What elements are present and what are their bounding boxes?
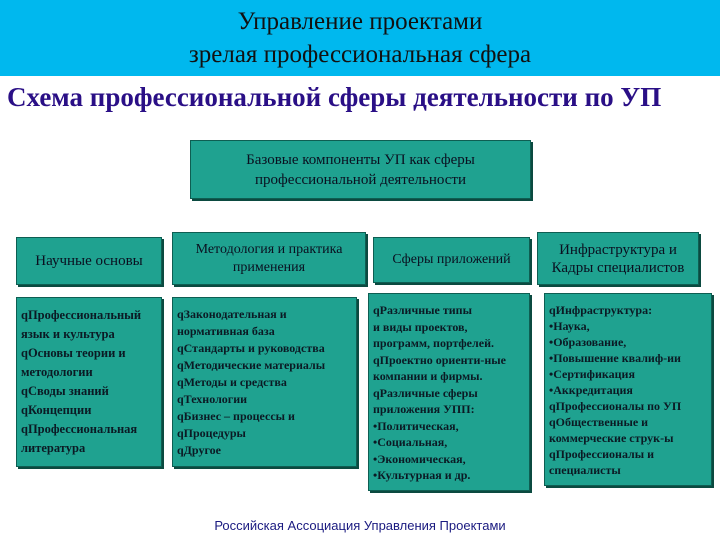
column-header-line: Методология и практика bbox=[195, 241, 343, 257]
column-header-scientific-basis bbox=[16, 237, 162, 285]
list-item: qПроектно ориенти-ные bbox=[373, 352, 506, 367]
list-item: •Образование, bbox=[549, 335, 627, 349]
base-components-box bbox=[190, 140, 531, 199]
column-list-infrastructure bbox=[544, 293, 712, 486]
column-header-line: Сферы приложений bbox=[392, 252, 511, 267]
column-header-application-areas bbox=[373, 237, 530, 283]
column-header-methodology bbox=[172, 232, 366, 285]
list-item: •Социальная, bbox=[373, 435, 448, 449]
slide-subtitle: Схема профессиональной сферы деятельности по УП bbox=[7, 82, 662, 112]
list-item: qОбщественные и bbox=[549, 415, 649, 429]
header-title-line-2: зрелая профессиональная сфера bbox=[188, 41, 532, 68]
list-item: •Сертификация bbox=[549, 367, 635, 381]
list-item: и виды проектов, bbox=[373, 319, 468, 334]
list-item: qМетоды и средства bbox=[177, 375, 287, 389]
list-item: нормативная база bbox=[177, 324, 275, 338]
list-item: •Наука, bbox=[549, 319, 590, 333]
list-item: •Повышение квалиф-ии bbox=[549, 351, 681, 365]
list-item: •Политическая, bbox=[373, 418, 459, 433]
list-item: qИнфраструктура: bbox=[549, 303, 653, 317]
list-item: qПрофессиональная bbox=[21, 422, 138, 436]
footer-organization: Российская Ассоциация Управления Проектами bbox=[214, 518, 506, 533]
list-item: qКонцепции bbox=[21, 403, 92, 417]
list-item: qПрофессионалы и bbox=[549, 447, 655, 461]
column-header-infrastructure bbox=[537, 232, 699, 285]
list-item: язык и культура bbox=[21, 327, 115, 341]
header-title-line-1: Управление проектами bbox=[237, 8, 483, 35]
list-item: qДругое bbox=[177, 443, 221, 457]
list-item: qПроцедуры bbox=[177, 426, 246, 440]
list-item: методологии bbox=[21, 365, 93, 379]
header-banner bbox=[0, 0, 720, 76]
list-item: •Культурная и др. bbox=[373, 468, 471, 482]
column-header-line: Инфраструктура и bbox=[559, 241, 677, 258]
column-list-scientific-basis bbox=[16, 297, 162, 467]
column-header-line: применения bbox=[232, 259, 306, 275]
list-item: qПрофессиональный bbox=[21, 308, 142, 322]
list-item: qОсновы теории и bbox=[21, 346, 126, 360]
list-item: компании и фирмы. bbox=[373, 369, 483, 383]
column-header-line: Научные основы bbox=[35, 253, 143, 269]
base-components-line-2: профессиональной деятельности bbox=[255, 171, 466, 188]
list-item: коммерческие струк-ы bbox=[549, 431, 674, 445]
list-item: •Аккредитация bbox=[549, 383, 633, 397]
list-item: qПрофессионалы по УП bbox=[549, 399, 682, 413]
list-item: литература bbox=[21, 441, 86, 455]
column-list-application-areas bbox=[368, 293, 530, 491]
column-header-line: Кадры специалистов bbox=[551, 259, 685, 276]
list-item: qРазличные сферы bbox=[373, 385, 478, 400]
list-item: программ, портфелей. bbox=[373, 336, 494, 350]
list-item: •Экономическая, bbox=[373, 451, 466, 466]
list-item: qБизнес – процессы и bbox=[177, 409, 295, 423]
list-item: qСтандарты и руководства bbox=[177, 341, 325, 355]
list-item: qМетодические материалы bbox=[177, 358, 326, 372]
base-components-line-1: Базовые компоненты УП как сферы bbox=[246, 151, 475, 168]
list-item: приложения УПП: bbox=[373, 402, 475, 416]
column-list-methodology bbox=[172, 297, 357, 467]
list-item: специалисты bbox=[549, 463, 621, 477]
list-item: qРазличные типы bbox=[373, 303, 472, 317]
list-item: qСводы знаний bbox=[21, 384, 109, 398]
list-item: qЗаконодательная и bbox=[177, 307, 287, 321]
list-item: qТехнологии bbox=[177, 392, 248, 406]
